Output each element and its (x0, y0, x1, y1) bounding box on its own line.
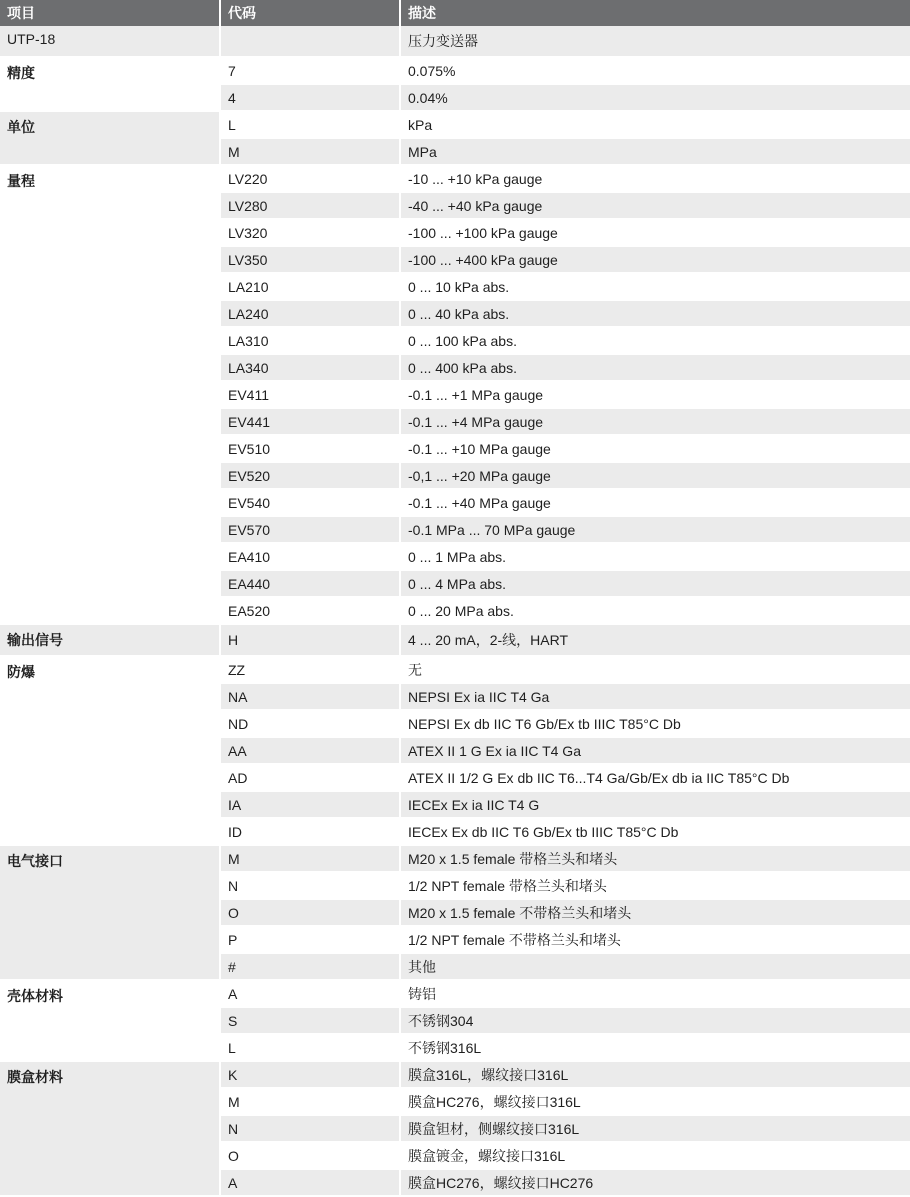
code-cell: LV350 (220, 246, 400, 273)
code-cell: M (220, 845, 400, 872)
code-cell: LV220 (220, 165, 400, 192)
code-cell: O (220, 899, 400, 926)
item-cell: 精度 (0, 57, 220, 111)
table-row (0, 1061, 910, 1088)
desc-cell: 膜盒钽材，侧螺纹接口316L (400, 1115, 910, 1142)
code-cell: K (220, 1061, 400, 1088)
code-cell: AD (220, 764, 400, 791)
desc-cell: M20 x 1.5 female 带格兰头和堵头 (400, 845, 910, 872)
code-cell (220, 26, 400, 57)
code-cell: # (220, 953, 400, 980)
code-cell: EV411 (220, 381, 400, 408)
desc-cell: 膜盒镀金，螺纹接口316L (400, 1142, 910, 1169)
table-row (0, 165, 910, 192)
desc-cell: NEPSI Ex db IIC T6 Gb/Ex tb IIIC T85°C Db (400, 710, 910, 737)
item-cell: 电气接口 (0, 845, 220, 980)
code-cell: ZZ (220, 656, 400, 683)
desc-cell: IECEx Ex ia IIC T4 G (400, 791, 910, 818)
code-cell: N (220, 872, 400, 899)
table-row (0, 845, 910, 872)
code-cell: M (220, 138, 400, 165)
code-cell: NA (220, 683, 400, 710)
code-cell: L (220, 111, 400, 138)
item-cell: UTP-18 (0, 26, 220, 57)
desc-cell: -0.1 ... +1 MPa gauge (400, 381, 910, 408)
code-cell: 7 (220, 57, 400, 84)
desc-cell: -0.1 MPa ... 70 MPa gauge (400, 516, 910, 543)
desc-cell: NEPSI Ex ia IIC T4 Ga (400, 683, 910, 710)
code-cell: EV540 (220, 489, 400, 516)
desc-cell: 铸铝 (400, 980, 910, 1007)
desc-cell: 不锈钢316L (400, 1034, 910, 1061)
code-cell: EV520 (220, 462, 400, 489)
desc-cell: -100 ... +100 kPa gauge (400, 219, 910, 246)
code-cell: M (220, 1088, 400, 1115)
code-cell: A (220, 1169, 400, 1196)
code-cell: LA210 (220, 273, 400, 300)
code-cell: EV510 (220, 435, 400, 462)
header-item: 项目 (0, 0, 220, 26)
desc-cell: -0,1 ... +20 MPa gauge (400, 462, 910, 489)
table-row (0, 656, 910, 683)
item-cell: 壳体材料 (0, 980, 220, 1061)
code-cell: 4 (220, 84, 400, 111)
table-row (0, 57, 910, 84)
desc-cell: 0 ... 20 MPa abs. (400, 597, 910, 624)
item-cell: 防爆 (0, 656, 220, 845)
code-cell: EV441 (220, 408, 400, 435)
code-cell: H (220, 624, 400, 656)
desc-cell: -40 ... +40 kPa gauge (400, 192, 910, 219)
desc-cell: -10 ... +10 kPa gauge (400, 165, 910, 192)
desc-cell: ATEX II 1/2 G Ex db IIC T6...T4 Ga/Gb/Ex db ia IIC T85°C Db (400, 764, 910, 791)
item-cell: 量程 (0, 165, 220, 624)
desc-cell: 0 ... 40 kPa abs. (400, 300, 910, 327)
desc-cell: 无 (400, 656, 910, 683)
code-cell: L (220, 1034, 400, 1061)
desc-cell: IECEx Ex db IIC T6 Gb/Ex tb IIIC T85°C Db (400, 818, 910, 845)
code-cell: EA520 (220, 597, 400, 624)
desc-cell: 0 ... 10 kPa abs. (400, 273, 910, 300)
code-cell: AA (220, 737, 400, 764)
desc-cell: MPa (400, 138, 910, 165)
desc-cell: -0.1 ... +10 MPa gauge (400, 435, 910, 462)
code-cell: N (220, 1115, 400, 1142)
code-cell: P (220, 926, 400, 953)
desc-cell: 1/2 NPT female 带格兰头和堵头 (400, 872, 910, 899)
code-cell: ND (220, 710, 400, 737)
desc-cell: 0 ... 1 MPa abs. (400, 543, 910, 570)
code-cell: EV570 (220, 516, 400, 543)
desc-cell: 4 ... 20 mA，2-线，HART (400, 624, 910, 656)
desc-cell: 0 ... 100 kPa abs. (400, 327, 910, 354)
table-row (0, 26, 910, 57)
item-cell: 输出信号 (0, 624, 220, 656)
code-cell: LA340 (220, 354, 400, 381)
desc-cell: 其他 (400, 953, 910, 980)
code-cell: O (220, 1142, 400, 1169)
table-row (0, 980, 910, 1007)
desc-cell: 压力变送器 (400, 26, 910, 57)
code-cell: LV280 (220, 192, 400, 219)
table-row (0, 111, 910, 138)
item-cell: 膜盒材料 (0, 1061, 220, 1196)
desc-cell: 膜盒316L，螺纹接口316L (400, 1061, 910, 1088)
desc-cell: kPa (400, 111, 910, 138)
code-cell: EA440 (220, 570, 400, 597)
desc-cell: -0.1 ... +40 MPa gauge (400, 489, 910, 516)
desc-cell: -100 ... +400 kPa gauge (400, 246, 910, 273)
desc-cell: 0 ... 4 MPa abs. (400, 570, 910, 597)
desc-cell: -0.1 ... +4 MPa gauge (400, 408, 910, 435)
code-cell: A (220, 980, 400, 1007)
header-code: 代码 (220, 0, 400, 26)
desc-cell: 膜盒HC276，螺纹接口HC276 (400, 1169, 910, 1196)
code-cell: LA310 (220, 327, 400, 354)
code-cell: S (220, 1007, 400, 1034)
item-cell: 单位 (0, 111, 220, 165)
desc-cell: 0.075% (400, 57, 910, 84)
desc-cell: 0.04% (400, 84, 910, 111)
desc-cell: 0 ... 400 kPa abs. (400, 354, 910, 381)
code-cell: ID (220, 818, 400, 845)
table-body (0, 26, 910, 1196)
header-desc: 描述 (400, 0, 910, 26)
desc-cell: M20 x 1.5 female 不带格兰头和堵头 (400, 899, 910, 926)
code-cell: IA (220, 791, 400, 818)
code-cell: LV320 (220, 219, 400, 246)
code-cell: EA410 (220, 543, 400, 570)
code-cell: LA240 (220, 300, 400, 327)
desc-cell: 不锈钢304 (400, 1007, 910, 1034)
header-row (0, 0, 910, 26)
desc-cell: 1/2 NPT female 不带格兰头和堵头 (400, 926, 910, 953)
desc-cell: 膜盒HC276，螺纹接口316L (400, 1088, 910, 1115)
desc-cell: ATEX II 1 G Ex ia IIC T4 Ga (400, 737, 910, 764)
table-row (0, 624, 910, 656)
